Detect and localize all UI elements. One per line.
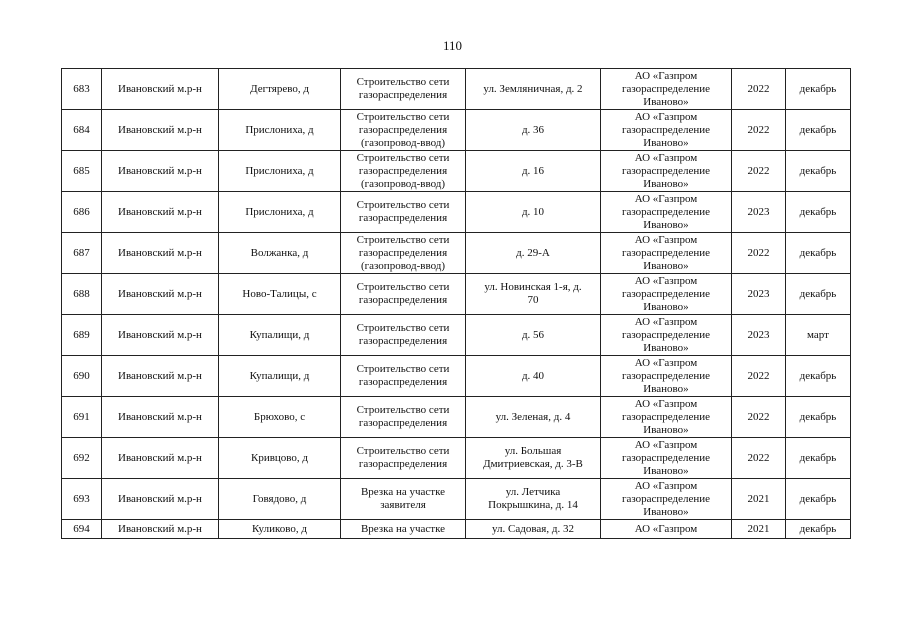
work-type-cell: Строительство сети газораспределения xyxy=(341,356,466,397)
work-type-cell: Врезка на участке заявителя xyxy=(341,479,466,520)
organization-cell: АО «Газпром xyxy=(601,520,732,539)
locality-cell: Говядово, д xyxy=(219,479,341,520)
district-cell: Ивановский м.р-н xyxy=(102,397,219,438)
locality-cell: Прислониха, д xyxy=(219,192,341,233)
year-cell: 2022 xyxy=(732,397,786,438)
year-cell: 2022 xyxy=(732,69,786,110)
address-cell: ул. Большая Дмитриевская, д. 3-В xyxy=(466,438,601,479)
table-row xyxy=(62,520,851,539)
year-cell: 2022 xyxy=(732,110,786,151)
row-number: 688 xyxy=(62,274,102,315)
address-cell: д. 29-А xyxy=(466,233,601,274)
district-cell: Ивановский м.р-н xyxy=(102,274,219,315)
row-number: 687 xyxy=(62,233,102,274)
month-cell: декабрь xyxy=(786,356,851,397)
month-cell: декабрь xyxy=(786,233,851,274)
table-row xyxy=(62,356,851,397)
page-number: 110 xyxy=(442,38,463,53)
month-cell: декабрь xyxy=(786,520,851,539)
address-cell: д. 56 xyxy=(466,315,601,356)
organization-cell: АО «Газпром газораспределение Иваново» xyxy=(601,356,732,397)
district-cell: Ивановский м.р-н xyxy=(102,315,219,356)
row-number: 686 xyxy=(62,192,102,233)
month-cell: декабрь xyxy=(786,274,851,315)
organization-cell: АО «Газпром газораспределение Иваново» xyxy=(601,479,732,520)
district-cell: Ивановский м.р-н xyxy=(102,520,219,539)
organization-cell: АО «Газпром газораспределение Иваново» xyxy=(601,151,732,192)
table-row xyxy=(62,315,851,356)
district-cell: Ивановский м.р-н xyxy=(102,356,219,397)
district-cell: Ивановский м.р-н xyxy=(102,151,219,192)
address-cell: ул. Новинская 1-я, д. 70 xyxy=(466,274,601,315)
locality-cell: Дегтярево, д xyxy=(219,69,341,110)
address-cell: д. 36 xyxy=(466,110,601,151)
address-cell: ул. Зеленая, д. 4 xyxy=(466,397,601,438)
work-type-cell: Строительство сети газораспределения xyxy=(341,397,466,438)
table-row xyxy=(62,151,851,192)
year-cell: 2023 xyxy=(732,315,786,356)
locality-cell: Прислониха, д xyxy=(219,110,341,151)
address-cell: д. 10 xyxy=(466,192,601,233)
work-type-cell: Строительство сети газораспределения xyxy=(341,438,466,479)
work-type-cell: Строительство сети газораспределения xyxy=(341,192,466,233)
address-cell: д. 40 xyxy=(466,356,601,397)
table-body xyxy=(62,69,851,539)
year-cell: 2022 xyxy=(732,233,786,274)
work-type-cell: Строительство сети газораспределения (газопровод-ввод) xyxy=(341,151,466,192)
locality-cell: Купалищи, д xyxy=(219,356,341,397)
table-row xyxy=(62,192,851,233)
month-cell: декабрь xyxy=(786,69,851,110)
year-cell: 2022 xyxy=(732,356,786,397)
table-row xyxy=(62,479,851,520)
row-number: 689 xyxy=(62,315,102,356)
work-type-cell: Строительство сети газораспределения (газопровод-ввод) xyxy=(341,233,466,274)
table-row xyxy=(62,69,851,110)
month-cell: декабрь xyxy=(786,397,851,438)
month-cell: декабрь xyxy=(786,479,851,520)
work-type-cell: Строительство сети газораспределения xyxy=(341,315,466,356)
year-cell: 2021 xyxy=(732,479,786,520)
locality-cell: Брюхово, с xyxy=(219,397,341,438)
locality-cell: Кривцово, д xyxy=(219,438,341,479)
table-row xyxy=(62,397,851,438)
locality-cell: Купалищи, д xyxy=(219,315,341,356)
work-type-cell: Строительство сети газораспределения xyxy=(341,274,466,315)
gasification-table xyxy=(61,68,851,539)
organization-cell: АО «Газпром газораспределение Иваново» xyxy=(601,110,732,151)
row-number: 692 xyxy=(62,438,102,479)
locality-cell: Куликово, д xyxy=(219,520,341,539)
month-cell: март xyxy=(786,315,851,356)
month-cell: декабрь xyxy=(786,438,851,479)
row-number: 685 xyxy=(62,151,102,192)
locality-cell: Волжанка, д xyxy=(219,233,341,274)
organization-cell: АО «Газпром газораспределение Иваново» xyxy=(601,397,732,438)
row-number: 683 xyxy=(62,69,102,110)
year-cell: 2023 xyxy=(732,192,786,233)
district-cell: Ивановский м.р-н xyxy=(102,192,219,233)
table-row xyxy=(62,110,851,151)
table-row xyxy=(62,438,851,479)
work-type-cell: Строительство сети газораспределения (газопровод-ввод) xyxy=(341,110,466,151)
organization-cell: АО «Газпром газораспределение Иваново» xyxy=(601,274,732,315)
row-number: 684 xyxy=(62,110,102,151)
month-cell: декабрь xyxy=(786,110,851,151)
organization-cell: АО «Газпром газораспределение Иваново» xyxy=(601,438,732,479)
district-cell: Ивановский м.р-н xyxy=(102,438,219,479)
row-number: 690 xyxy=(62,356,102,397)
row-number: 694 xyxy=(62,520,102,539)
organization-cell: АО «Газпром газораспределение Иваново» xyxy=(601,69,732,110)
work-type-cell: Врезка на участке xyxy=(341,520,466,539)
row-number: 691 xyxy=(62,397,102,438)
month-cell: декабрь xyxy=(786,151,851,192)
locality-cell: Прислониха, д xyxy=(219,151,341,192)
district-cell: Ивановский м.р-н xyxy=(102,110,219,151)
address-cell: ул. Земляничная, д. 2 xyxy=(466,69,601,110)
address-cell: д. 16 xyxy=(466,151,601,192)
year-cell: 2021 xyxy=(732,520,786,539)
table-row xyxy=(62,233,851,274)
address-cell: ул. Садовая, д. 32 xyxy=(466,520,601,539)
year-cell: 2023 xyxy=(732,274,786,315)
district-cell: Ивановский м.р-н xyxy=(102,69,219,110)
district-cell: Ивановский м.р-н xyxy=(102,233,219,274)
table-row xyxy=(62,274,851,315)
locality-cell: Ново-Талицы, с xyxy=(219,274,341,315)
address-cell: ул. Летчика Покрышкина, д. 14 xyxy=(466,479,601,520)
organization-cell: АО «Газпром газораспределение Иваново» xyxy=(601,192,732,233)
year-cell: 2022 xyxy=(732,438,786,479)
organization-cell: АО «Газпром газораспределение Иваново» xyxy=(601,315,732,356)
organization-cell: АО «Газпром газораспределение Иваново» xyxy=(601,233,732,274)
district-cell: Ивановский м.р-н xyxy=(102,479,219,520)
work-type-cell: Строительство сети газораспределения xyxy=(341,69,466,110)
year-cell: 2022 xyxy=(732,151,786,192)
month-cell: декабрь xyxy=(786,192,851,233)
row-number: 693 xyxy=(62,479,102,520)
